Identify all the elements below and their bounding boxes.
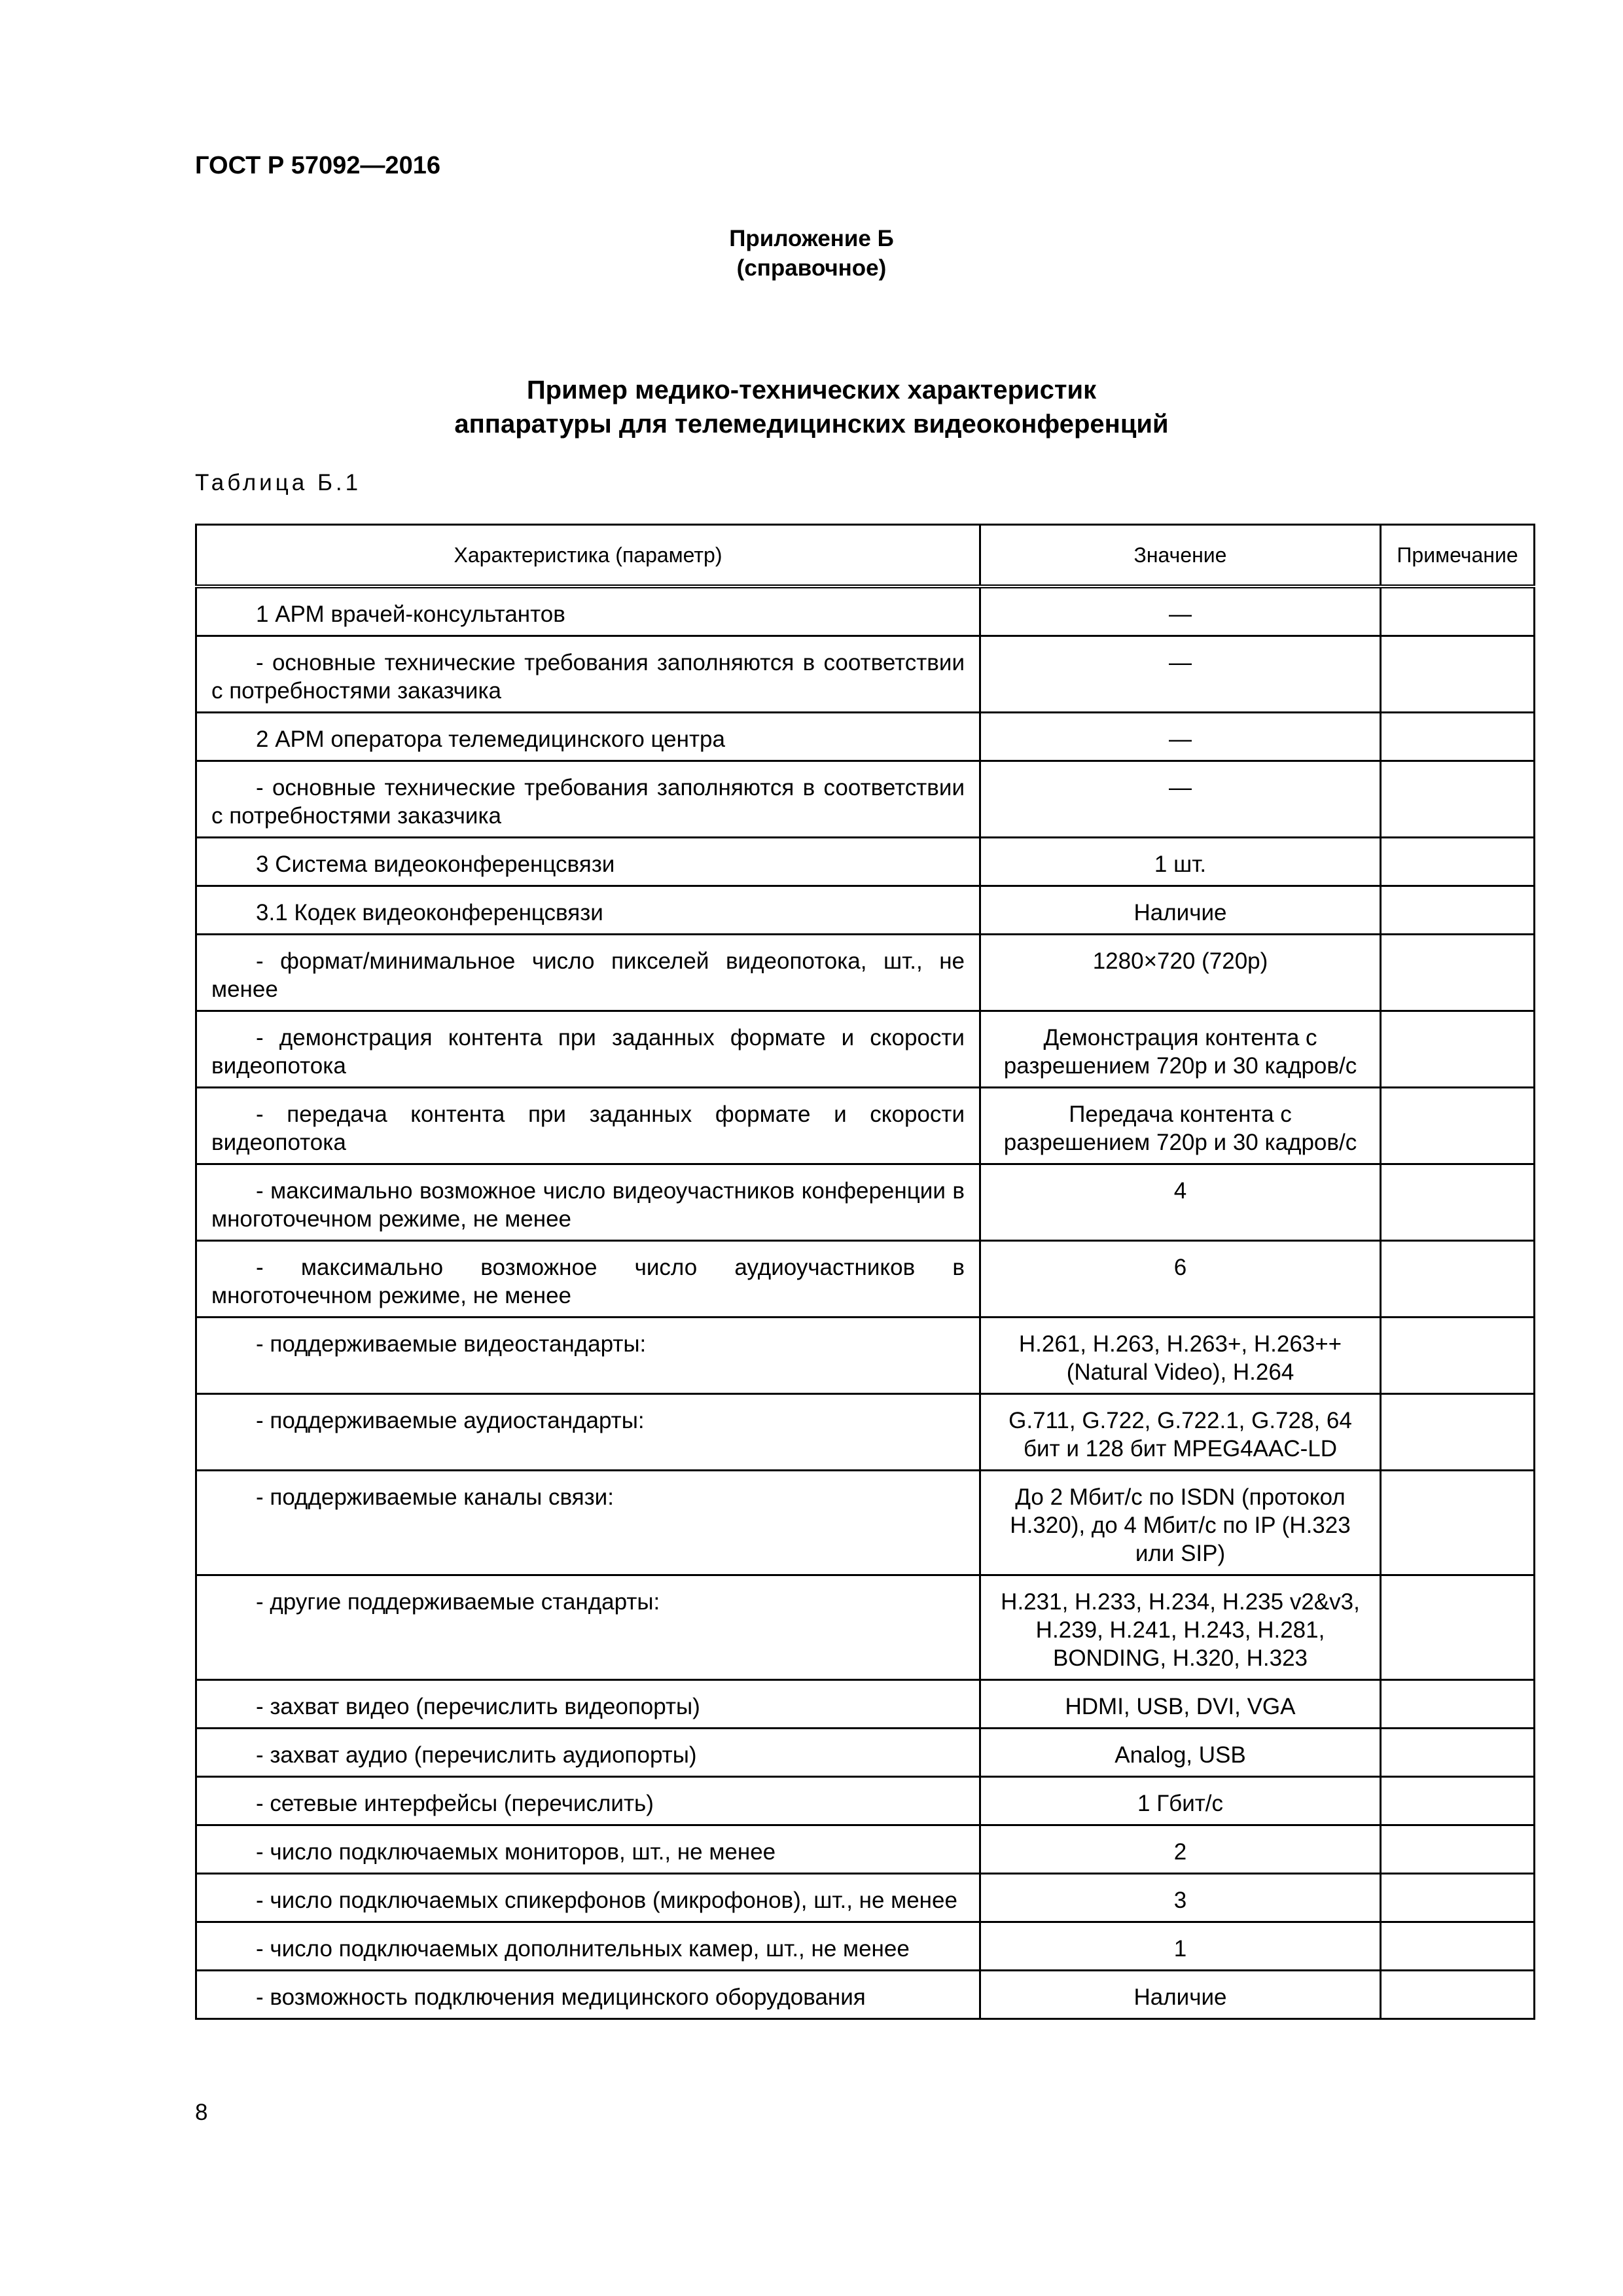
table-row (196, 838, 1535, 886)
cell-characteristic: - захват видео (перечислить видеопорты) (196, 1680, 980, 1729)
table-row (196, 935, 1535, 1011)
cell-value: Демонстрация контента с разрешением 720р и 30 кадров/с (980, 1011, 1381, 1088)
cell-value: 4 (980, 1164, 1381, 1241)
table-row (196, 1575, 1535, 1680)
table-row (196, 1825, 1535, 1874)
cell-value: Analog, USB (980, 1729, 1381, 1777)
cell-note (1381, 1922, 1535, 1971)
table-row (196, 586, 1535, 636)
cell-value: G.711, G.722, G.722.1, G.728, 64 бит и 128 бит MPEG4AAC-LD (980, 1394, 1381, 1471)
document-code: ГОСТ Р 57092—2016 (195, 152, 440, 179)
cell-note (1381, 1318, 1535, 1394)
cell-note (1381, 1874, 1535, 1922)
appendix-type: (справочное) (736, 255, 887, 281)
cell-note (1381, 1011, 1535, 1088)
cell-note (1381, 713, 1535, 761)
cell-characteristic: - число подключаемых дополнительных камер, шт., не менее (196, 1922, 980, 1971)
cell-value: — (980, 586, 1381, 636)
cell-characteristic: - формат/минимальное число пикселей видеопотока, шт., не менее (196, 935, 980, 1011)
cell-value: — (980, 713, 1381, 761)
cell-note (1381, 1825, 1535, 1874)
cell-value: Наличие (980, 1971, 1381, 2019)
cell-characteristic: - число подключаемых спикерфонов (микрофонов), шт., не менее (196, 1874, 980, 1922)
table-row (196, 1394, 1535, 1471)
cell-characteristic: - передача контента при заданных формате и скорости видеопотока (196, 1088, 980, 1164)
table-row (196, 1318, 1535, 1394)
table-row (196, 761, 1535, 838)
cell-characteristic: - демонстрация контента при заданных формате и скорости видеопотока (196, 1011, 980, 1088)
table-row (196, 886, 1535, 935)
table-row (196, 713, 1535, 761)
cell-characteristic: - возможность подключения медицинского оборудования (196, 1971, 980, 2019)
table-label: Таблица Б.1 (195, 470, 362, 495)
cell-value: 3 (980, 1874, 1381, 1922)
table-row (196, 1088, 1535, 1164)
table-row (196, 1729, 1535, 1777)
cell-value: 1280×720 (720р) (980, 935, 1381, 1011)
header-note: Примечание (1381, 525, 1535, 587)
cell-characteristic: - захват аудио (перечислить аудиопорты) (196, 1729, 980, 1777)
appendix-label: Приложение Б (729, 226, 894, 251)
cell-note (1381, 1394, 1535, 1471)
cell-value: — (980, 761, 1381, 838)
cell-note (1381, 1680, 1535, 1729)
cell-note (1381, 1471, 1535, 1575)
cell-value: HDMI, USB, DVI, VGA (980, 1680, 1381, 1729)
cell-note (1381, 1088, 1535, 1164)
cell-characteristic: - максимально возможное число видеоучастников конференции в многоточечном режиме, не менее (196, 1164, 980, 1241)
cell-characteristic: - сетевые интерфейсы (перечислить) (196, 1777, 980, 1825)
cell-value: Н.261, Н.263, Н.263+, Н.263++ (Natural Video), Н.264 (980, 1318, 1381, 1394)
table-row (196, 1241, 1535, 1318)
cell-value: 2 (980, 1825, 1381, 1874)
table-row (196, 1471, 1535, 1575)
cell-characteristic: - другие поддерживаемые стандарты: (196, 1575, 980, 1680)
cell-characteristic: - поддерживаемые аудиостандарты: (196, 1394, 980, 1471)
document-title-line1: Пример медико-технических характеристик (526, 376, 1097, 404)
cell-note (1381, 636, 1535, 713)
table-row (196, 636, 1535, 713)
cell-characteristic: - основные технические требования заполняются в соответствии с потребностями заказчика (196, 636, 980, 713)
cell-value: 1 (980, 1922, 1381, 1971)
cell-characteristic: - максимально возможное число аудиоучастников в многоточечном режиме, не менее (196, 1241, 980, 1318)
cell-characteristic: - поддерживаемые видеостандарты: (196, 1318, 980, 1394)
table-row (196, 1922, 1535, 1971)
cell-note (1381, 935, 1535, 1011)
cell-note (1381, 1971, 1535, 2019)
header-characteristic: Характеристика (параметр) (196, 525, 980, 587)
cell-characteristic: - основные технические требования заполняются в соответствии с потребностями заказчика (196, 761, 980, 838)
cell-note (1381, 1729, 1535, 1777)
table-row (196, 1971, 1535, 2019)
cell-value: — (980, 636, 1381, 713)
cell-note (1381, 1241, 1535, 1318)
cell-characteristic: 3.1 Кодек видеоконференцсвязи (196, 886, 980, 935)
cell-characteristic: 3 Система видеоконференцсвязи (196, 838, 980, 886)
cell-value: 1 шт. (980, 838, 1381, 886)
cell-note (1381, 586, 1535, 636)
cell-note (1381, 1164, 1535, 1241)
cell-characteristic: 1 АРМ врачей-консультантов (196, 586, 980, 636)
cell-value: Наличие (980, 886, 1381, 935)
cell-value: До 2 Мбит/с по ISDN (протокол Н.320), до 4 Мбит/с по IP (Н.323 или SIP) (980, 1471, 1381, 1575)
header-value: Значение (980, 525, 1381, 587)
document-title-line2: аппаратуры для телемедицинских видеоконференций (454, 410, 1169, 439)
table-row (196, 1874, 1535, 1922)
cell-characteristic: - число подключаемых мониторов, шт., не менее (196, 1825, 980, 1874)
cell-value: Н.231, Н.233, Н.234, Н.235 v2&v3, Н.239, Н.241, Н.243, Н.281, BONDING, Н.320, Н.323 (980, 1575, 1381, 1680)
cell-characteristic: - поддерживаемые каналы связи: (196, 1471, 980, 1575)
cell-note (1381, 1575, 1535, 1680)
cell-value: Передача контента с разрешением 720р и 30 кадров/с (980, 1088, 1381, 1164)
cell-note (1381, 761, 1535, 838)
table-row (196, 1680, 1535, 1729)
table-row (196, 1164, 1535, 1241)
table-header-row (196, 525, 1535, 587)
cell-value: 6 (980, 1241, 1381, 1318)
cell-characteristic: 2 АРМ оператора телемедицинского центра (196, 713, 980, 761)
cell-value: 1 Гбит/с (980, 1777, 1381, 1825)
table-row (196, 1011, 1535, 1088)
page-number: 8 (195, 2100, 208, 2125)
cell-note (1381, 1777, 1535, 1825)
table-row (196, 1777, 1535, 1825)
table-body (196, 586, 1535, 2019)
specification-table (195, 524, 1535, 2020)
cell-note (1381, 886, 1535, 935)
cell-note (1381, 838, 1535, 886)
